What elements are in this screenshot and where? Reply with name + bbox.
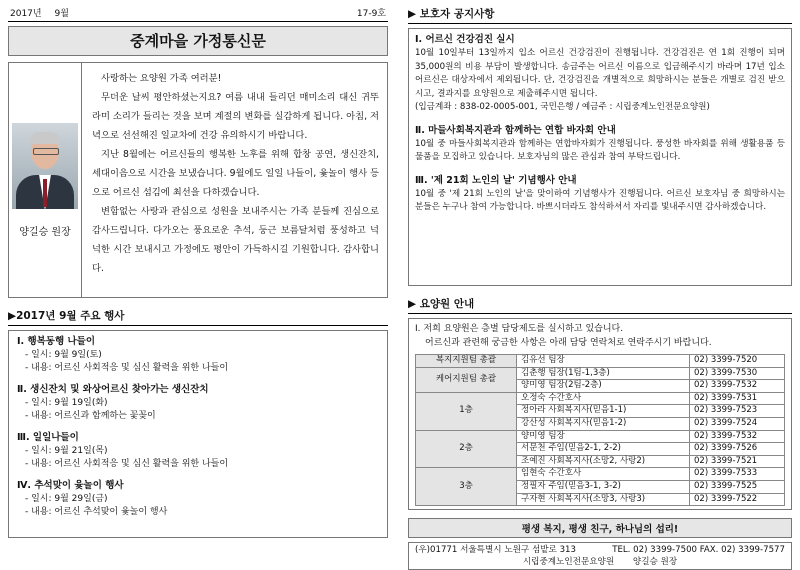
staff-phone: 02) 3399-7524 bbox=[690, 417, 785, 430]
notice-item bbox=[415, 123, 785, 165]
notice-body: 10월 10일부터 13일까지 입소 어르신 건강검진이 진행됩니다. 건강검진은 연 1회 진행이 되며 35,000원의 비용 부담이 발생합니다. 송금주는 어르신 이름으로 입금해주시기 바라며 17년 입소 어르신은 대상자에서 제외됩니다. 단, 건강검진을 개별적으로 희망하시는 분들은 개별로 검진 받으시고, 결과지를 요양원으로 제출해주시면 됩니다. bbox=[415, 48, 785, 99]
event-title: Ⅲ. 일일나들이 bbox=[17, 432, 79, 443]
staff-department: 케어지원팀 총괄 bbox=[416, 367, 517, 392]
notice-heading: ▶ 보호자 공지사항 bbox=[408, 6, 792, 24]
events-box bbox=[8, 330, 388, 538]
staff-row bbox=[416, 355, 785, 368]
event-title: Ⅰ. 행복동행 나들이 bbox=[17, 336, 95, 347]
event-line: - 일시: 9월 19일(화) bbox=[25, 398, 108, 408]
issue-number: 17-9호 bbox=[356, 9, 386, 19]
notice-account: (입금계좌 : 838-02-0005-001, 국민은행 / 예금주 : 시립중계노인전문요양원) bbox=[415, 102, 710, 112]
event-line: - 일시: 9월 29일(금) bbox=[25, 494, 108, 504]
notice-item bbox=[415, 32, 785, 115]
event-item bbox=[17, 335, 379, 375]
footer-address: (우)01771 서울특별시 노원구 섬밭로 313 bbox=[415, 545, 576, 556]
greeting-paragraph: 지난 8월에는 어르신들의 행복한 노후를 위해 합창 공연, 생신잔치, 세대이음으로 시간을 보냈습니다. 9월에도 일일 나들이, 윷놀이 행사 등으로 어르신 섬김에 최선을 다하겠습니다. bbox=[92, 149, 379, 198]
newsletter-title: 중계마을 가정통신문 bbox=[8, 26, 388, 56]
staff-name: 양미영 팀장 bbox=[517, 430, 690, 443]
staff-phone: 02) 3399-7520 bbox=[690, 355, 785, 368]
staff-department: 2층 bbox=[416, 430, 517, 468]
left-column bbox=[8, 6, 388, 538]
event-line: - 내용: 어르신 사회적응 및 심신 활력을 위한 나들이 bbox=[25, 363, 229, 373]
guide-intro-line: 어르신과 관련해 궁금한 사항은 아래 담당 연락처로 연락주시기 바랍니다. bbox=[425, 338, 712, 348]
event-item bbox=[17, 383, 379, 423]
staff-name: 서문천 주임(믿음2-1, 2-2) bbox=[517, 443, 690, 456]
staff-name: 양미영 팀장(2팀-2층) bbox=[517, 380, 690, 393]
staff-department: 복지지원팀 총괄 bbox=[416, 355, 517, 368]
issue-year: 2017년 bbox=[10, 9, 42, 19]
staff-phone: 02) 3399-7533 bbox=[690, 468, 785, 481]
staff-row bbox=[416, 430, 785, 443]
notice-body: 10월 중 마들사회복지관과 함께하는 연합바자회가 진행됩니다. 풍성한 바자회를 위해 생활용품 등 물품을 모집하고 있습니다. 보호자님의 많은 관심과 참여 부탁드립니다. bbox=[415, 138, 785, 162]
staff-phone: 02) 3399-7532 bbox=[690, 380, 785, 393]
event-title: Ⅱ. 생신잔치 및 와상어르신 찾아가는 생신잔치 bbox=[17, 384, 209, 395]
staff-name: 정아라 사회복지사(믿음1-1) bbox=[517, 405, 690, 418]
staff-phone: 02) 3399-7523 bbox=[690, 405, 785, 418]
notice-title: Ⅱ. 마들사회복지관과 함께하는 연합 바자회 안내 bbox=[415, 124, 616, 136]
staff-phone: 02) 3399-7521 bbox=[690, 455, 785, 468]
issue-bar bbox=[8, 6, 388, 22]
staff-name: 오정숙 수간호사 bbox=[517, 392, 690, 405]
staff-department: 3층 bbox=[416, 468, 517, 506]
footer-contact: TEL. 02) 3399-7500 FAX. 02) 3399-7577 bbox=[612, 545, 785, 556]
staff-row bbox=[416, 392, 785, 405]
events-heading: ▶2017년 9월 주요 행사 bbox=[8, 308, 388, 326]
greeting-paragraph: 무더운 날씨 평안하셨는지요? 여름 내내 들리던 매미소리 대신 귀뚜라미 소리가 들리는 것을 보며 계절의 변화를 실감하게 됩니다. 아침, 저녁으로 선선해진 일교차에 건강 유의하시기 바랍니다. bbox=[92, 92, 379, 141]
staff-name: 조예진 사회복지사(소망2, 사랑2) bbox=[517, 455, 690, 468]
notice-title: Ⅰ. 어르신 건강검진 실시 bbox=[415, 34, 515, 45]
staff-row bbox=[416, 468, 785, 481]
motto-banner: 평생 복지, 평생 친구, 하나님의 섭리! bbox=[408, 518, 792, 538]
event-title: Ⅳ. 추석맞이 윷놀이 행사 bbox=[17, 480, 124, 491]
guide-heading: ▶ 요양원 안내 bbox=[408, 296, 792, 314]
notice-body: 10월 중 '제 21회 노인의 날'을 맞이하여 기념행사가 진행됩니다. 어르신 보호자님 중 희망하시는 분들은 누구나 참여 가능합니다. 바쁘시더라도 참석하셔서 자리를 빛내주시면 감사하겠습니다. bbox=[415, 188, 785, 212]
director-photo-column bbox=[9, 63, 82, 297]
event-line: - 일시: 9월 9일(토) bbox=[25, 350, 102, 360]
staff-name: 구자현 사회복지사(소망3, 사랑3) bbox=[517, 493, 690, 506]
greeting-text bbox=[82, 63, 387, 297]
staff-contact-table bbox=[415, 354, 785, 506]
event-item bbox=[17, 431, 379, 471]
guide-intro-line: Ⅰ. 저희 요양원은 층별 담당제도를 실시하고 있습니다. bbox=[415, 324, 624, 334]
right-column bbox=[408, 6, 792, 570]
event-line: - 일시: 9월 21일(목) bbox=[25, 446, 108, 456]
staff-name: 임현숙 수간호사 bbox=[517, 468, 690, 481]
director-caption: 양길승 원장 bbox=[19, 226, 71, 238]
staff-name: 정필자 주임(믿음3-1, 3-2) bbox=[517, 480, 690, 493]
notice-title: Ⅲ. '제 21회 노인의 날' 기념행사 안내 bbox=[415, 174, 577, 186]
issue-month: 9월 bbox=[54, 9, 69, 19]
footer bbox=[408, 542, 792, 570]
greeting-paragraph: 변함없는 사랑과 관심으로 성원을 보내주시는 가족 분들께 진심으로 감사드립니다. 다가오는 풍요로운 추석, 둥근 보름달처럼 풍성하고 넉넉한 시간 보내시고 가정에도 평안이 가득하시길 기원합니다. 감사합니다. bbox=[92, 206, 379, 274]
staff-phone: 02) 3399-7525 bbox=[690, 480, 785, 493]
staff-phone: 02) 3399-7522 bbox=[690, 493, 785, 506]
event-line: - 내용: 어르신 사회적응 및 심신 활력을 위한 나들이 bbox=[25, 459, 229, 469]
director-portrait bbox=[12, 123, 78, 209]
notice-item bbox=[415, 173, 785, 215]
staff-phone: 02) 3399-7531 bbox=[690, 392, 785, 405]
footer-director: 양길승 원장 bbox=[632, 557, 678, 568]
greeting-paragraph: 사랑하는 요양원 가족 여러분! bbox=[101, 73, 222, 84]
staff-row bbox=[416, 367, 785, 380]
greeting-letter bbox=[8, 62, 388, 298]
guide-intro bbox=[415, 322, 785, 350]
staff-department: 1층 bbox=[416, 392, 517, 430]
staff-name: 김유선 팀장 bbox=[517, 355, 690, 368]
staff-phone: 02) 3399-7526 bbox=[690, 443, 785, 456]
event-item bbox=[17, 479, 379, 519]
event-line: - 내용: 어르신 추석맞이 윷놀이 행사 bbox=[25, 507, 168, 517]
staff-phone: 02) 3399-7532 bbox=[690, 430, 785, 443]
staff-name: 강산성 사회복지사(믿음1-2) bbox=[517, 417, 690, 430]
footer-org: 시립중계노인전문요양원 bbox=[522, 557, 615, 568]
notice-box bbox=[408, 28, 792, 286]
staff-name: 김춘행 팀장(1팀-1,3층) bbox=[517, 367, 690, 380]
staff-phone: 02) 3399-7530 bbox=[690, 367, 785, 380]
guide-box bbox=[408, 318, 792, 510]
event-line: - 내용: 어르신과 함께하는 꽃꽂이 bbox=[25, 411, 156, 421]
